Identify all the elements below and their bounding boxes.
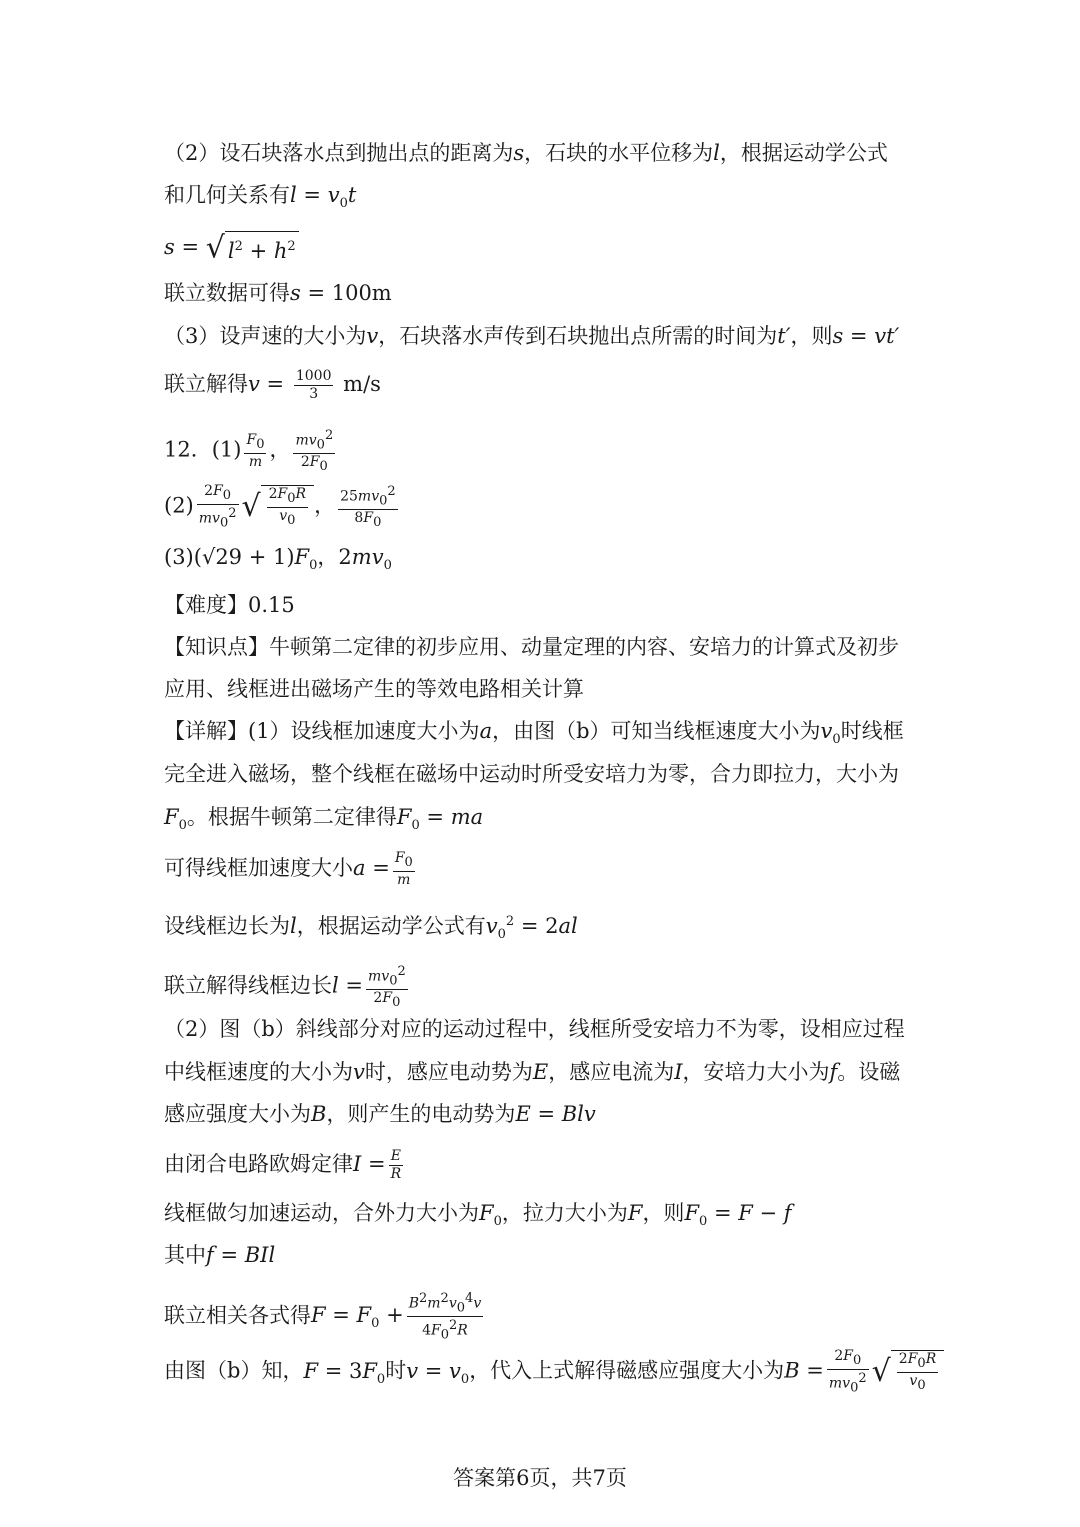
detail-line-2: 完全进入磁场，整个线框在磁场中运动时所受安培力为零，合力即拉力，大小为 bbox=[164, 762, 899, 786]
page-footer: 答案第6页，共7页 bbox=[453, 1466, 627, 1490]
detail-line-9: 感应强度大小为B，则产生的电动势为E = Blv bbox=[164, 1102, 596, 1126]
detail-line-12: 其中f = BIl bbox=[164, 1243, 276, 1267]
detail-line-6: 联立解得线框边长l = $\frac{mv_0^2}{2F_0}$ bbox=[164, 964, 406, 1011]
text-line-5: （3）设声速的大小为v，石块落水声传到石块抛出点所需的时间为t′，则s = vt′ bbox=[164, 324, 900, 348]
detail-line-8: 中线框速度的大小为v时，感应电动势为E，感应电流为I，安培力大小为f。设磁 bbox=[164, 1060, 901, 1084]
detail-line-1: 【详解】(1）设线框加速度大小为a，由图（b）可知当线框速度大小为$v_0$时线框 bbox=[164, 719, 904, 748]
detail-line-11: 线框做匀加速运动，合外力大小为$F_0$，拉力大小为F，则$F_0 = F - f$ bbox=[164, 1201, 792, 1230]
text-line-2: 和几何关系有$l = v_0t$ bbox=[164, 183, 357, 212]
knowledge-points-2: 应用、线框进出磁场产生的等效电路相关计算 bbox=[164, 677, 584, 701]
answer-12-2: (2) $\frac{2F_0}{mv_0^2}$ √ $\frac{2F_0R}{v_0}$ ， $\frac{25mv_0^2}{8F_0}$ bbox=[164, 483, 396, 531]
detail-line-3: $F_0$。根据牛顿第二定律得$F_0$ = ma bbox=[164, 805, 484, 834]
text-line-1: （2）设石块落水点到抛出点的距离为s，石块的水平位移为l，根据运动学公式 bbox=[164, 141, 888, 165]
detail-line-4: 可得线框加速度大小a = $\frac{F_0}{m}$ bbox=[164, 850, 413, 888]
detail-line-13: 联立相关各式得$F = F_0$ + $\frac{B^2m^2v_0^4v}{4F_0^2R}$ bbox=[164, 1291, 482, 1343]
detail-line-10: 由闭合电路欧姆定律I = $\frac{E}{R}$ bbox=[164, 1148, 402, 1182]
formula-s: s = √ $l^2 + h^2$ bbox=[164, 231, 299, 266]
answer-12-1: 12．(1) $\frac{F_0}{m}$ ， $\frac{mv_0^2}{2F_0}$ bbox=[164, 428, 334, 475]
knowledge-points-1: 【知识点】牛顿第二定律的初步应用、动量定理的内容、安培力的计算式及初步 bbox=[164, 635, 899, 659]
text-line-4: 联立数据可得s = 100m bbox=[164, 281, 392, 305]
answer-12-3: $(3)(√29 + 1)F_0$，$2mv_0$ bbox=[164, 545, 392, 574]
difficulty: 【难度】0.15 bbox=[164, 593, 295, 617]
detail-line-14: 由图（b）知，$F = 3F_0$时$v = v_0$，代入上式解得磁感应强度大小为B = $\frac{2F_0}{mv_0^2}$ √ $\frac{2F_0R}{v_0}$ bbox=[164, 1348, 944, 1396]
detail-line-5: 设线框边长为l，根据运动学公式有$v_0^2 = 2al$ bbox=[164, 914, 578, 943]
text-line-6: 联立解得v = $\frac{1000}{3}$ m/s bbox=[164, 368, 381, 402]
detail-line-7: （2）图（b）斜线部分对应的运动过程中，线框所受安培力不为零，设相应过程 bbox=[164, 1017, 905, 1041]
